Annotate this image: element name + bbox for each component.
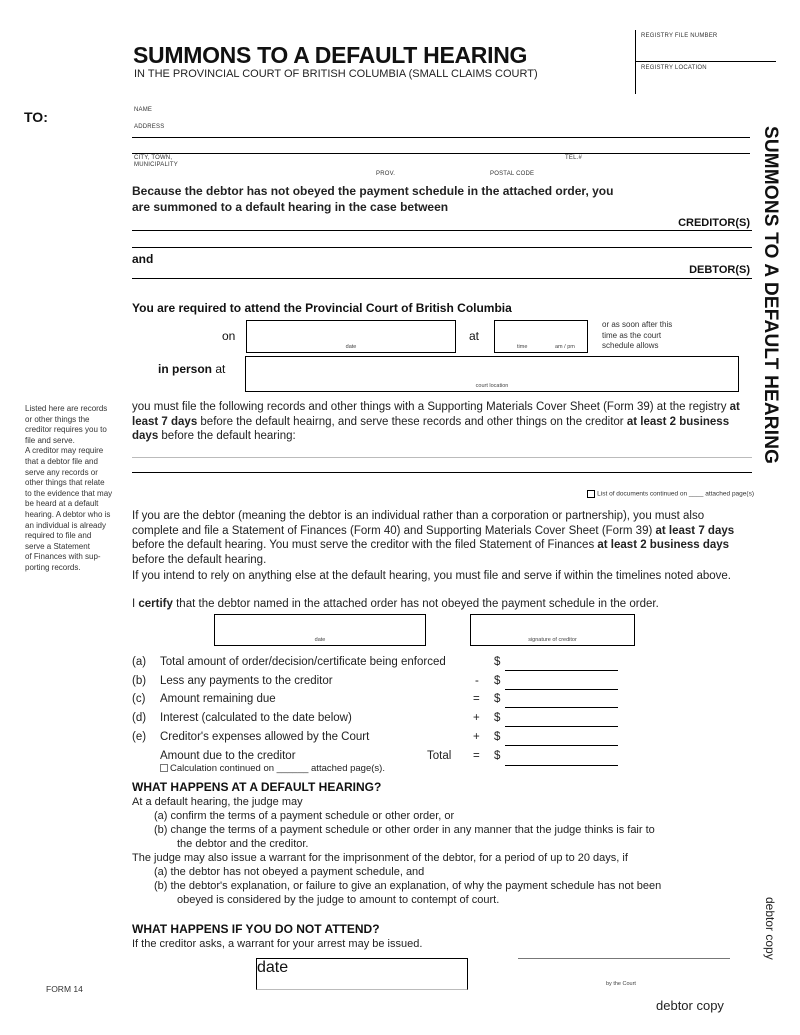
prov-field-label[interactable]: PROV.	[376, 171, 396, 177]
sidebar-note-line: Listed here are records	[25, 404, 108, 413]
calc-currency: $	[494, 712, 501, 724]
hearing-time-field[interactable]	[494, 320, 588, 353]
court-location-field[interactable]	[245, 356, 739, 392]
records-paragraph	[132, 400, 747, 444]
and-label: and	[132, 252, 154, 266]
warrant-b2: obeyed is considered by the judge to amount to contempt of court.	[177, 894, 500, 906]
what-happens-b1: (b) change the terms of a payment schedule or other order in any manner that the judge thinks is fair to	[154, 824, 655, 836]
calc-amount-d[interactable]	[505, 726, 618, 727]
calc-row-d	[132, 712, 622, 730]
warrant-a: (a) the debtor has not obeyed a payment schedule, and	[154, 866, 425, 878]
registry-box	[635, 30, 800, 94]
debtor-notice-text-2: before the default hearing. You must serve the creditor with the filed Statement of Finances	[132, 539, 598, 551]
in-person-label	[158, 362, 225, 376]
what-happens-intro: At a default hearing, the judge may	[132, 796, 303, 808]
debtor-notice-text-1: If you are the debtor (meaning the debtor is an individual rather than a corporation or partnership), you must also complete and file a Statement of Finances (Form 40) and Supporting Materials Cover Sheet (Form 39)	[132, 510, 705, 537]
as-soon-line2: time as the court	[602, 330, 662, 340]
calc-currency: $	[494, 656, 501, 668]
calc-label: Interest (calculated to the date below)	[160, 712, 352, 724]
sidebar-note-line: A creditor may require	[25, 446, 104, 456]
side-copy-label: debtor copy	[763, 897, 777, 960]
debtor-notice-paragraph	[132, 509, 747, 567]
calc-op: -	[475, 675, 479, 687]
sidebar-note-line: be heard at a default	[25, 499, 99, 509]
calc-letter: (a)	[132, 656, 147, 668]
time-caption: time	[517, 344, 528, 350]
sidebar-note-line: creditor requires you to	[25, 425, 107, 435]
calc-op: =	[473, 750, 480, 762]
calc-amount-total[interactable]	[505, 765, 618, 766]
not-attend-heading: WHAT HAPPENS IF YOU DO NOT ATTEND?	[132, 922, 380, 936]
calc-letter: (d)	[132, 712, 147, 724]
debtor-notice-bold-2: at least 2 business days	[597, 539, 730, 551]
calc-amount-c[interactable]	[505, 707, 618, 708]
calc-row-e	[132, 731, 622, 749]
debtor-notice-text-3: before the default hearing.	[132, 553, 267, 566]
date-caption: date	[345, 344, 357, 350]
rely-paragraph: If you intend to rely on anything else at the default hearing, you must file and serve if within the timelines noted above.	[132, 570, 731, 582]
name-field-label[interactable]: NAME	[134, 107, 153, 113]
city-label-line1: CITY, TOWN,	[134, 155, 173, 161]
certify-statement	[132, 597, 659, 612]
creditor-line-1[interactable]	[132, 230, 752, 231]
sidebar-note-line: or other things the	[25, 414, 90, 424]
debtor-line[interactable]	[132, 278, 752, 279]
court-location-caption: court location	[475, 383, 509, 389]
records-bold-2: at least 2 business days	[132, 415, 730, 442]
court-signature-line[interactable]	[518, 958, 730, 959]
registry-file-number-label[interactable]: REGISTRY FILE NUMBER	[641, 33, 718, 39]
calc-label: Amount remaining due	[160, 693, 276, 705]
registry-location-label[interactable]: REGISTRY LOCATION	[641, 65, 707, 71]
sidebar-note-line: file and serve.	[25, 435, 75, 445]
what-happens-b2: the debtor and the creditor.	[177, 838, 309, 850]
certify-bold: certify	[138, 598, 173, 610]
records-continued	[587, 490, 754, 498]
calc-letter: (b)	[132, 675, 147, 687]
attendance-heading: You are required to attend the Provincial Court of British Columbia	[132, 301, 512, 315]
in-person-bold: in person	[158, 362, 213, 376]
court-date-field[interactable]	[256, 958, 468, 990]
certify-prefix: I	[132, 598, 139, 610]
debtor-notice-bold-1: at least 7 days	[655, 524, 735, 537]
calc-continued-label: Calculation continued on ______ attached page(s).	[170, 763, 385, 774]
calc-currency: $	[494, 750, 501, 762]
sidebar-note-line: required to file and	[25, 531, 92, 541]
what-happens-heading: WHAT HAPPENS AT A DEFAULT HEARING?	[132, 780, 382, 794]
calc-currency: $	[494, 693, 501, 705]
calc-total-word: Total	[427, 750, 452, 762]
not-attend-text: If the creditor asks, a warrant for your arrest may be issued.	[132, 938, 423, 950]
registry-divider	[636, 61, 776, 62]
parties-intro	[132, 183, 613, 215]
sidebar-note-line: serve a Statement	[25, 541, 90, 551]
tel-field-label[interactable]: TEL.#	[565, 155, 583, 161]
debtor-copy-label: debtor copy	[656, 998, 724, 1013]
postal-code-field-label[interactable]: POSTAL CODE	[490, 171, 535, 177]
at-label: at	[469, 329, 480, 343]
as-soon-line1: or as soon after this	[602, 320, 673, 329]
hearing-date-field[interactable]	[246, 320, 456, 353]
address-line-1[interactable]	[132, 137, 750, 138]
calc-currency: $	[494, 675, 501, 687]
sidebar-note-line: an individual is already	[25, 520, 106, 530]
calc-row-b	[132, 675, 622, 693]
creditor-label: CREDITOR(S)	[678, 217, 750, 229]
records-text-1: you must file the following records and other things with a Supporting Materials Cover Sheet (Form 39) at the registry	[132, 401, 730, 413]
in-person-rest: at	[212, 362, 226, 376]
calc-label: Less any payments to the creditor	[160, 675, 333, 687]
sidebar-note-line: of Finances with sup-	[25, 552, 101, 562]
warrant-b1: (b) the debtor's explanation, or failure to give an explanation, of why the payment schedule has not been	[154, 880, 662, 892]
calc-letter: (e)	[132, 731, 147, 743]
sidebar-note-line: serve any records or	[25, 467, 98, 477]
calc-row-c	[132, 693, 622, 711]
records-line-1[interactable]	[132, 457, 752, 458]
parties-intro-line2: are summoned to a default hearing in the case between	[132, 200, 449, 214]
city-label-line2: MUNICIPALITY	[134, 162, 178, 168]
sidebar-note-line: to the evidence that may	[25, 488, 113, 498]
certify-date-field[interactable]	[214, 614, 426, 646]
calc-continued	[160, 763, 385, 774]
calc-total-label: Amount due to the creditor	[160, 750, 296, 762]
form-subtitle: IN THE PROVINCIAL COURT OF BRITISH COLUMBIA (SMALL CLAIMS COURT)	[134, 68, 538, 80]
to-label: TO:	[24, 109, 48, 125]
sidebar-note-line: that a debtor file and	[25, 456, 98, 466]
what-happens-body	[132, 795, 661, 907]
as-soon-line3: schedule allows	[602, 341, 659, 350]
creditor-signature-field[interactable]	[470, 614, 635, 646]
ampm-caption: am / pm	[555, 344, 575, 350]
calc-continued-checkbox[interactable]	[160, 764, 168, 772]
parties-intro-line1: Because the debtor has not obeyed the payment schedule in the attached order, you	[132, 184, 614, 198]
certify-rest: that the debtor named in the attached order has not obeyed the payment schedule in the order.	[172, 598, 659, 610]
creditor-line-2[interactable]	[132, 247, 752, 248]
city-field-label[interactable]	[134, 155, 178, 169]
form-number: FORM 14	[46, 984, 83, 994]
records-bold-1: at least 7 days	[132, 401, 740, 428]
records-line-2[interactable]	[132, 472, 752, 473]
on-label: on	[222, 329, 236, 343]
calc-op: =	[473, 693, 480, 705]
sidebar-note	[25, 404, 125, 574]
calc-letter: (c)	[132, 693, 146, 705]
calc-row-a	[132, 656, 622, 674]
records-text-3: before the default hearing:	[158, 430, 296, 442]
side-title: SUMMONS TO A DEFAULT HEARING	[760, 126, 781, 465]
form-title: SUMMONS TO A DEFAULT HEARING	[133, 42, 528, 68]
calc-label: Creditor's expenses allowed by the Court	[160, 731, 370, 743]
calc-currency: $	[494, 731, 501, 743]
calc-amount-a[interactable]	[505, 670, 618, 671]
calc-op: +	[473, 712, 480, 724]
calc-label: Total amount of order/decision/certificate being enforced	[160, 656, 446, 668]
debtor-label: DEBTOR(S)	[689, 264, 750, 276]
sidebar-note-line: other things that relate	[25, 478, 105, 488]
certify-date-caption: date	[314, 637, 326, 643]
warrant-intro: The judge may also issue a warrant for the imprisonment of the debtor, for a period of up to 20 days, if	[132, 852, 628, 864]
records-continued-label: List of documents continued on ____ attached page(s)	[597, 490, 754, 498]
address-field-label[interactable]: ADDRESS	[134, 124, 165, 130]
calc-amount-e[interactable]	[505, 745, 618, 746]
sidebar-note-line: hearing. A debtor who is	[25, 509, 111, 519]
calc-amount-b[interactable]	[505, 689, 618, 690]
signature-caption: signature of creditor	[528, 637, 577, 643]
as-soon-note	[602, 320, 672, 352]
address-line-2[interactable]	[132, 153, 750, 154]
records-continued-checkbox[interactable]	[587, 490, 595, 498]
sidebar-note-line: porting records.	[25, 562, 81, 572]
calc-op: +	[473, 731, 480, 743]
records-text-2: before the default heairng, and serve these records and other things on the creditor	[197, 415, 627, 428]
by-court-caption: by the Court	[606, 981, 636, 987]
what-happens-a: (a) confirm the terms of a payment schedule or other order, or	[154, 810, 455, 822]
court-date-caption: date	[257, 959, 289, 976]
